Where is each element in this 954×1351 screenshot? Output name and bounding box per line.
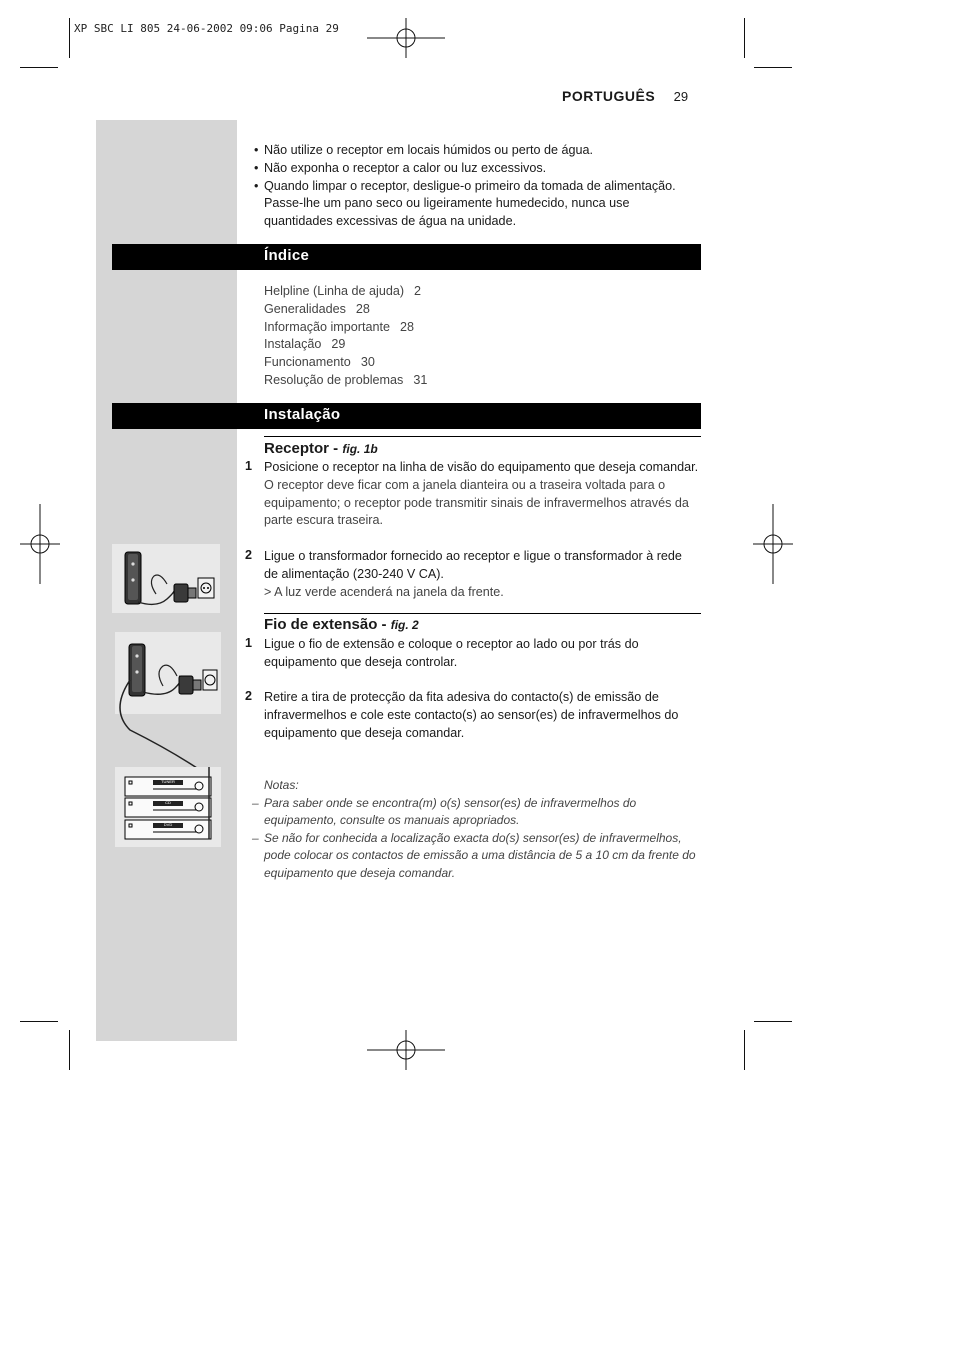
receptor-step-2-text: Ligue o transformador fornecido ao receptor e ligue o transformador à rede de alimentação (230-240 V CA).	[264, 549, 682, 581]
intro-bullet-list	[254, 142, 699, 231]
receptor-subheading: Receptor - fig. 1b	[264, 440, 378, 457]
index-heading-bar	[112, 244, 701, 270]
receptor-adapter-illustration	[112, 544, 220, 613]
index-heading: Índice	[264, 247, 310, 264]
dvd-label: DVD	[163, 822, 173, 827]
figure-equipment-stack	[115, 767, 221, 847]
tuner-label: TUNER	[161, 779, 175, 784]
registration-mark-right	[753, 504, 793, 584]
print-info: XP SBC LI 805 24-06-2002 09:06 Pagina 29	[74, 22, 339, 35]
section-rule	[264, 613, 701, 614]
index-item: Instalação 29	[264, 337, 346, 352]
intro-bullet: • Quando limpar o receptor, desligue-o primeiro da tomada de alimentação. Passe-lhe um pano seco ou ligeiramente humedecido, nunca use quantidades excessivas de água na unidade.	[254, 178, 699, 231]
intro-bullet: • Não exponha o receptor a calor ou luz excessivos.	[254, 160, 699, 178]
figure-receptor-adapter	[112, 544, 220, 613]
receptor-step-2-detail: > A luz verde acenderá na janela da frente.	[264, 584, 504, 599]
extension-step-1-number: 1	[245, 636, 253, 650]
index-item: Informação importante 28	[264, 319, 415, 334]
extension-subheading: Fio de extensão - fig. 2	[264, 616, 419, 633]
cd-label: CD	[165, 800, 171, 805]
notes-block	[252, 777, 700, 883]
receptor-step-2	[264, 548, 694, 601]
index-item: Generalidades 28	[264, 301, 370, 316]
header-language: PORTUGUÊS	[562, 88, 656, 104]
index-list	[264, 283, 427, 390]
section-rule	[264, 436, 701, 437]
installation-heading-bar	[112, 403, 701, 429]
header-page-number: 29	[673, 89, 689, 104]
receptor-step-1-number: 1	[245, 459, 253, 473]
receptor-step-1-detail: O receptor deve ficar com a janela dianteira ou a traseira voltada para o equipamento; o receptor pode transmitir sinais de infravermelhos através da parte escura traseira.	[264, 477, 689, 528]
registration-mark-top	[367, 18, 447, 58]
receptor-step-2-number: 2	[245, 548, 253, 562]
page-header	[562, 88, 688, 106]
registration-mark-bottom	[367, 1030, 447, 1070]
note-item: – Se não for conhecida a localização exacta do(s) sensor(es) de infravermelhos, pode colocar os contactos de emissão a uma distância de 5 a 10 cm da frente do equipamento que deseja comandar.	[252, 830, 696, 880]
installation-heading: Instalação	[264, 406, 341, 423]
extension-step-2-number: 2	[245, 689, 253, 703]
index-item: Funcionamento 30	[264, 355, 375, 370]
index-item: Helpline (Linha de ajuda) 2	[264, 284, 422, 298]
intro-bullet: • Não utilize o receptor em locais húmidos ou perto de água.	[254, 142, 699, 160]
note-item: – Para saber onde se encontra(m) o(s) sensor(es) de infravermelhos do equipamento, consulte os manuais apropriados.	[252, 795, 637, 828]
receptor-step-1-text: Posicione o receptor na linha de visão do equipamento que deseja comandar.	[264, 460, 699, 474]
registration-mark-left	[20, 504, 60, 584]
receptor-step-1	[264, 459, 702, 530]
notes-title: Notas:	[264, 778, 299, 792]
extension-step-1-text: Ligue o fio de extensão e coloque o receptor ao lado ou por trás do equipamento que deseja controlar.	[264, 637, 639, 669]
index-item: Resolução de problemas 31	[264, 372, 428, 387]
extension-step-2-text: Retire a tira de protecção da fita adesiva do contacto(s) de emissão de infravermelhos e cole este contacto(s) ao sensor(es) de infravermelhos do equipamento que deseja comandar.	[264, 690, 679, 740]
